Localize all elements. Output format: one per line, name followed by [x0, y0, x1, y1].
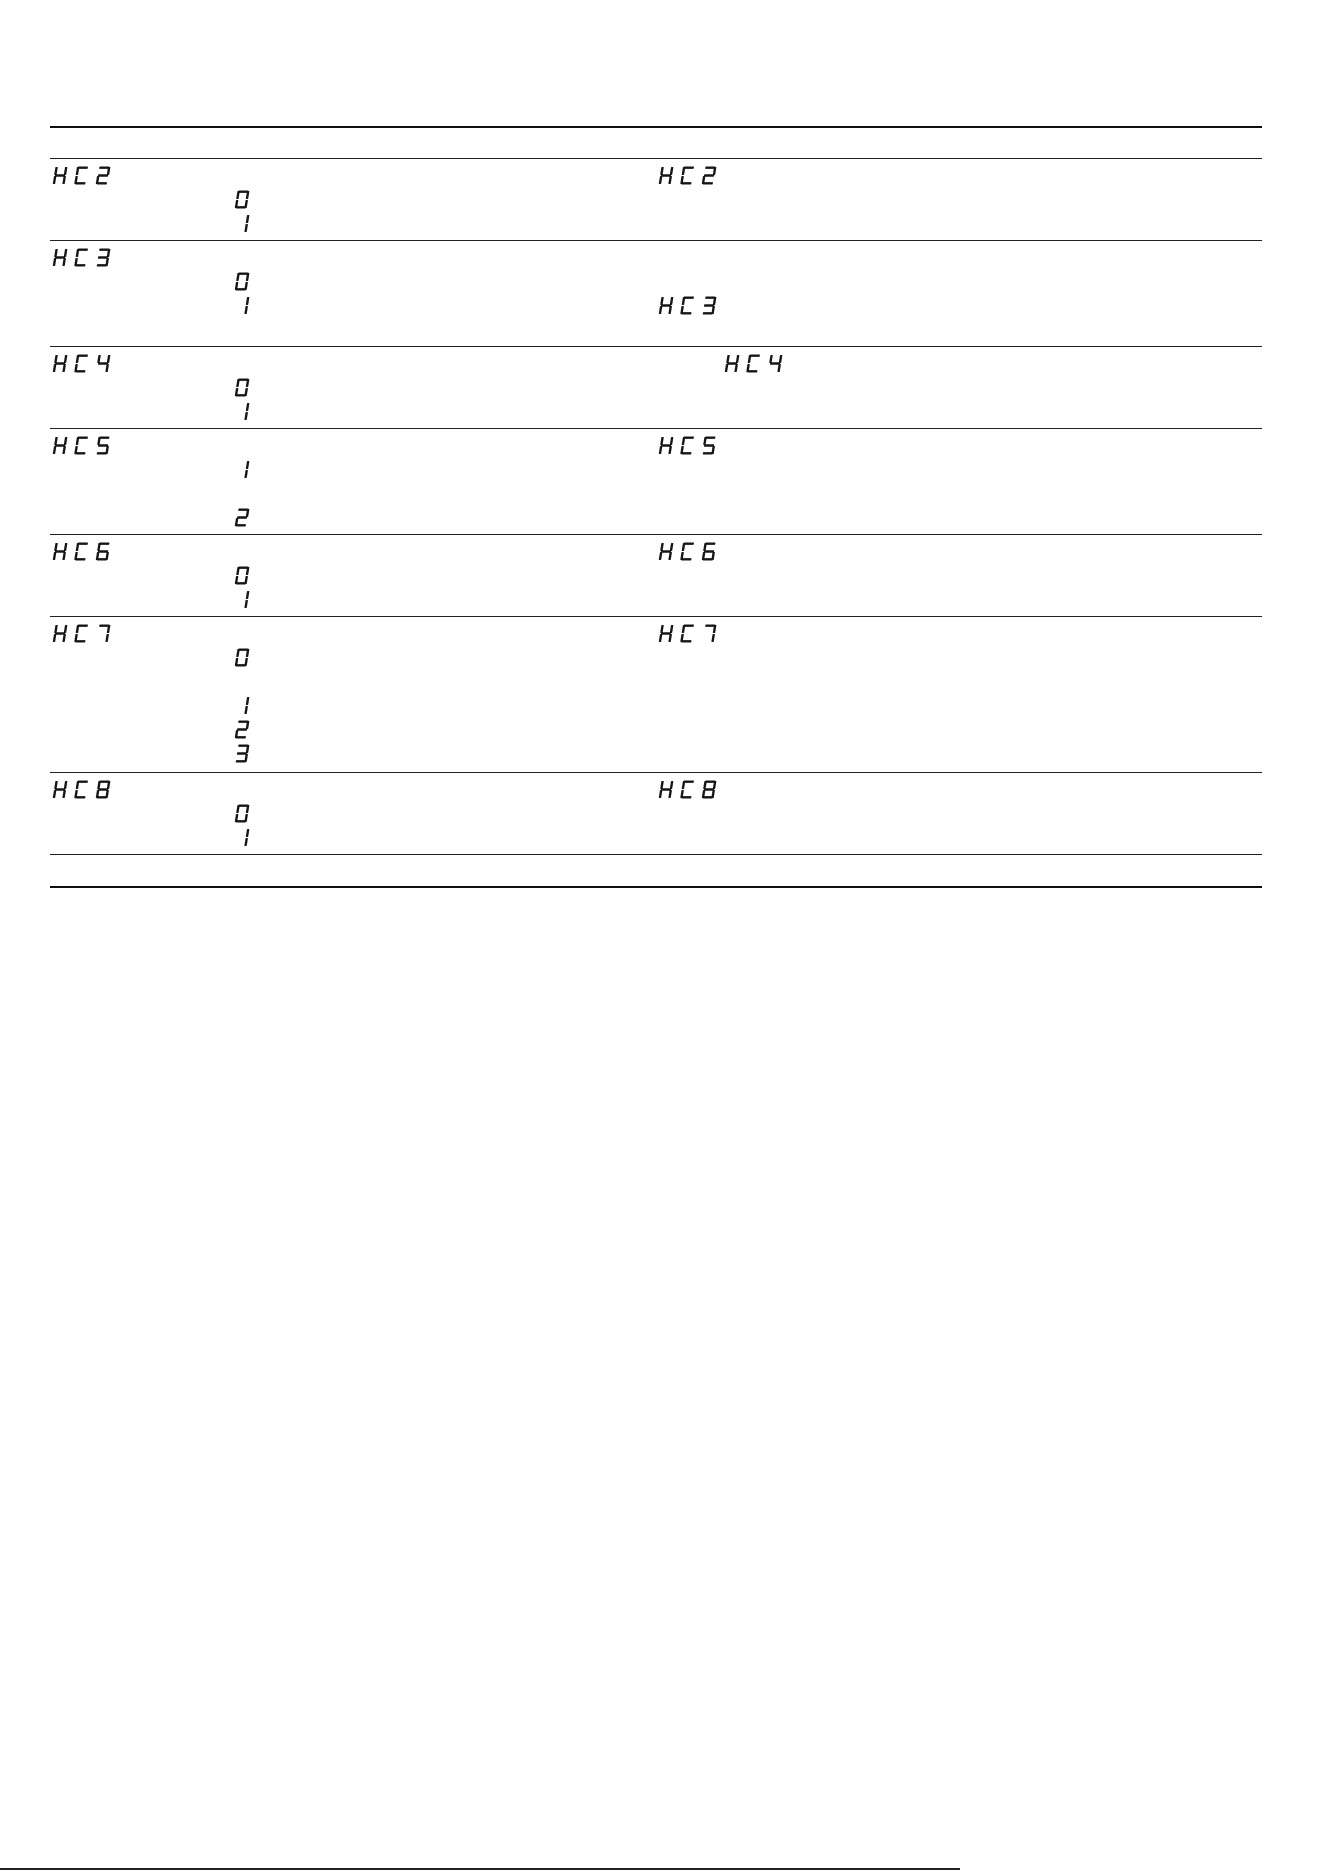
row-divider [50, 772, 1262, 773]
lcd-segment [64, 249, 68, 257]
setting-code [52, 166, 112, 185]
lcd-segment [681, 640, 691, 642]
row-divider [50, 346, 1262, 347]
lcd-glyphs [52, 166, 112, 185]
lcd-glyphs [52, 354, 112, 373]
lcd-segment [747, 370, 757, 372]
lcd-glyphs [658, 624, 718, 643]
lcd-segment [736, 355, 740, 363]
lcd-segment [97, 781, 101, 789]
setting-code [52, 354, 112, 373]
reference-code [724, 354, 784, 373]
lcd-glyphs [234, 272, 251, 291]
lcd-segment [76, 249, 80, 257]
lcd-segment [236, 649, 240, 657]
lcd-segment [244, 306, 248, 314]
lcd-segment [681, 312, 691, 314]
lcd-glyphs [234, 296, 251, 315]
lcd-segment [105, 552, 109, 560]
lcd-segment [659, 176, 663, 184]
lcd-segment [64, 543, 68, 551]
lcd-segment [105, 364, 109, 372]
lcd-segment [53, 552, 57, 560]
reference-code [658, 166, 718, 185]
setting-code [52, 248, 112, 267]
lcd-segment [670, 625, 674, 633]
lcd-glyphs [724, 354, 784, 373]
lcd-glyphs [234, 214, 251, 233]
lcd-segment [659, 552, 663, 560]
lcd-glyphs [234, 190, 251, 209]
lcd-segment [75, 796, 85, 798]
lcd-segment [704, 174, 714, 176]
reference-code [658, 296, 718, 315]
lcd-glyphs [658, 436, 718, 455]
lcd-segment [237, 516, 247, 518]
lcd-glyphs [658, 296, 718, 315]
row-divider [50, 854, 1262, 855]
lcd-segment [53, 634, 57, 642]
reference-code [658, 624, 718, 643]
lcd-segment [75, 182, 85, 184]
reference-code [658, 780, 718, 799]
lcd-segment [682, 437, 686, 445]
lcd-segment [97, 182, 107, 184]
lcd-segment [76, 355, 80, 363]
lcd-segment [53, 176, 57, 184]
reference-code [658, 542, 718, 561]
lcd-segment [670, 167, 674, 175]
lcd-glyphs [234, 590, 251, 609]
lcd-segment [75, 558, 85, 560]
lcd-segment [681, 796, 691, 798]
lcd-segment [105, 634, 109, 642]
lcd-segment [236, 805, 240, 813]
table-bottom-rule [50, 886, 1262, 888]
option-code [234, 720, 251, 739]
lcd-glyphs [658, 542, 718, 561]
lcd-segment [681, 182, 691, 184]
lcd-segment [670, 297, 674, 305]
lcd-segment [236, 760, 246, 762]
option-code [234, 214, 251, 233]
lcd-segment [703, 182, 713, 184]
lcd-segment [236, 524, 246, 526]
lcd-segment [660, 437, 664, 445]
lcd-glyphs [234, 508, 251, 527]
lcd-segment [54, 437, 58, 445]
lcd-segment [726, 355, 730, 363]
lcd-segment [75, 640, 85, 642]
lcd-segment [703, 543, 707, 551]
lcd-segment [54, 355, 58, 363]
lcd-segment [681, 452, 691, 454]
option-code [234, 190, 251, 209]
row-divider [50, 240, 1262, 241]
lcd-segment [660, 625, 664, 633]
lcd-segment [682, 625, 686, 633]
lcd-segment [54, 249, 58, 257]
lcd-segment [725, 364, 729, 372]
option-code [234, 296, 251, 315]
lcd-segment [246, 829, 250, 837]
lcd-glyphs [234, 804, 251, 823]
setting-code [52, 624, 112, 643]
lcd-segment [670, 543, 674, 551]
lcd-segment [76, 167, 80, 175]
lcd-segment [682, 167, 686, 175]
lcd-segment [246, 591, 250, 599]
lcd-glyphs [234, 402, 251, 421]
lcd-segment [769, 355, 773, 363]
lcd-segment [660, 543, 664, 551]
reference-code [658, 436, 718, 455]
lcd-glyphs [52, 248, 112, 267]
lcd-glyphs [658, 780, 718, 799]
lcd-glyphs [658, 166, 718, 185]
lcd-segment [246, 461, 250, 469]
lcd-segment [703, 452, 713, 454]
option-code [234, 648, 251, 667]
lcd-segment [704, 788, 714, 790]
lcd-segment [681, 558, 691, 560]
option-code [234, 508, 251, 527]
option-code [234, 460, 251, 479]
lcd-segment [62, 790, 66, 798]
option-code [234, 566, 251, 585]
lcd-segment [244, 838, 248, 846]
lcd-segment [64, 355, 68, 363]
option-code [234, 696, 251, 715]
lcd-segment [62, 552, 66, 560]
lcd-segment [76, 437, 80, 445]
lcd-segment [75, 264, 85, 266]
lcd-glyphs [234, 828, 251, 847]
lcd-segment [244, 706, 248, 714]
option-code [234, 272, 251, 291]
lcd-segment [682, 297, 686, 305]
lcd-segment [98, 788, 108, 790]
setting-code [52, 436, 112, 455]
lcd-segment [76, 781, 80, 789]
lcd-segment [779, 355, 783, 363]
option-code [234, 378, 251, 397]
option-code [234, 804, 251, 823]
lcd-glyphs [234, 378, 251, 397]
row-divider [50, 534, 1262, 535]
lcd-segment [236, 379, 240, 387]
lcd-segment [668, 634, 672, 642]
lcd-segment [62, 176, 66, 184]
lcd-segment [54, 781, 58, 789]
lcd-glyphs [234, 696, 251, 715]
lcd-glyphs [52, 780, 112, 799]
lcd-segment [76, 625, 80, 633]
option-code [234, 828, 251, 847]
lcd-segment [53, 790, 57, 798]
lcd-segment [703, 312, 713, 314]
lcd-segment [668, 446, 672, 454]
lcd-segment [62, 634, 66, 642]
lcd-segment [246, 403, 250, 411]
lcd-segment [659, 306, 663, 314]
lcd-segment [244, 600, 248, 608]
lcd-glyphs [52, 436, 112, 455]
table-top-rule [50, 126, 1262, 128]
lcd-segment [660, 297, 664, 305]
lcd-segment [98, 174, 108, 176]
lcd-glyphs [234, 460, 251, 479]
lcd-segment [53, 446, 57, 454]
lcd-segment [244, 412, 248, 420]
lcd-segment [670, 437, 674, 445]
lcd-segment [62, 258, 66, 266]
lcd-segment [97, 355, 101, 363]
lcd-segment [76, 543, 80, 551]
lcd-segment [244, 224, 248, 232]
lcd-segment [682, 543, 686, 551]
lcd-segment [246, 297, 250, 305]
lcd-glyphs [52, 542, 112, 561]
lcd-segment [97, 264, 107, 266]
lcd-segment [777, 364, 781, 372]
lcd-segment [236, 736, 246, 738]
lcd-segment [64, 781, 68, 789]
row-divider [50, 428, 1262, 429]
lcd-segment [64, 625, 68, 633]
option-code [234, 590, 251, 609]
lcd-segment [670, 781, 674, 789]
lcd-segment [236, 273, 240, 281]
page-bottom-rule [0, 1868, 960, 1870]
option-code [234, 402, 251, 421]
lcd-segment [668, 790, 672, 798]
lcd-segment [54, 625, 58, 633]
lcd-segment [62, 364, 66, 372]
lcd-glyphs [234, 720, 251, 739]
lcd-segment [236, 567, 240, 575]
setting-code [52, 780, 112, 799]
lcd-segment [711, 634, 715, 642]
lcd-segment [660, 167, 664, 175]
row-divider [50, 616, 1262, 617]
lcd-segment [668, 176, 672, 184]
lcd-segment [237, 728, 247, 730]
lcd-segment [54, 543, 58, 551]
lcd-segment [660, 781, 664, 789]
lcd-glyphs [234, 566, 251, 585]
lcd-segment [107, 355, 111, 363]
lcd-segment [659, 790, 663, 798]
lcd-segment [246, 697, 250, 705]
option-code [234, 744, 251, 763]
table-header-rule [50, 158, 1262, 159]
lcd-segment [668, 552, 672, 560]
lcd-segment [668, 306, 672, 314]
lcd-segment [682, 781, 686, 789]
lcd-segment [236, 191, 240, 199]
lcd-segment [97, 543, 101, 551]
lcd-segment [54, 167, 58, 175]
lcd-segment [659, 446, 663, 454]
lcd-segment [659, 634, 663, 642]
lcd-segment [97, 437, 101, 445]
lcd-segment [75, 370, 85, 372]
lcd-glyphs [234, 744, 251, 763]
lcd-segment [53, 364, 57, 372]
lcd-glyphs [234, 648, 251, 667]
lcd-segment [711, 552, 715, 560]
lcd-segment [64, 167, 68, 175]
setting-code [52, 542, 112, 561]
lcd-glyphs [52, 624, 112, 643]
lcd-segment [703, 781, 707, 789]
lcd-segment [53, 258, 57, 266]
lcd-segment [244, 470, 248, 478]
lcd-segment [748, 355, 752, 363]
lcd-segment [246, 215, 250, 223]
lcd-segment [703, 437, 707, 445]
lcd-segment [75, 452, 85, 454]
lcd-segment [734, 364, 738, 372]
lcd-segment [62, 446, 66, 454]
lcd-segment [97, 452, 107, 454]
lcd-segment [64, 437, 68, 445]
